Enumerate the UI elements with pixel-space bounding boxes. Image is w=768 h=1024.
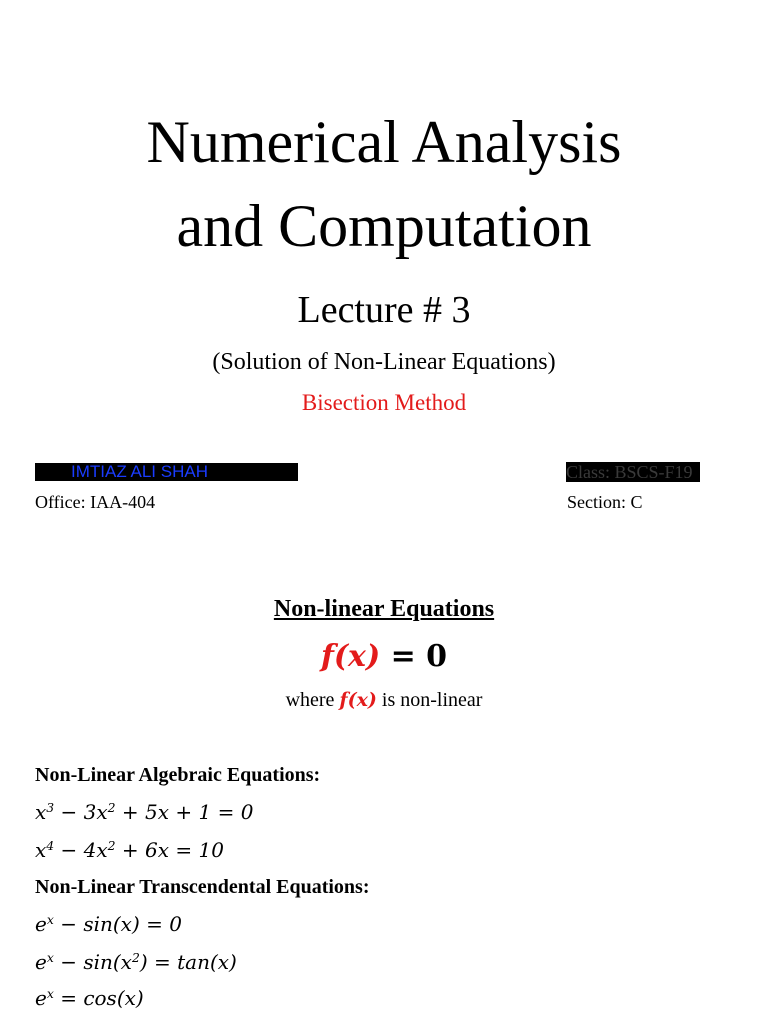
transcendental-eq-2 (35, 950, 237, 974)
section-info: Section: C (567, 492, 643, 512)
exponent: x (46, 986, 54, 1002)
algebraic-eq-1 (35, 800, 253, 824)
class-redaction-bar (566, 462, 700, 482)
where-prefix: where (285, 689, 340, 711)
where-fx: f(x) (339, 689, 377, 711)
algebraic-heading: Non-Linear Algebraic Equations: (35, 764, 321, 786)
equals-zero: = 0 (380, 639, 448, 674)
class-info: Class: BSCS-F19 (566, 462, 693, 482)
term: + 6x = 10 (115, 838, 224, 862)
term: + 5x + 1 = 0 (115, 800, 254, 824)
exponent: x (46, 950, 54, 966)
where-suffix: is non-linear (376, 689, 483, 711)
transcendental-eq-3 (35, 986, 144, 1010)
main-equation (0, 639, 768, 674)
term: − 4x (54, 838, 108, 862)
exponent: 2 (107, 800, 116, 816)
transcendental-heading: Non-Linear Transcendental Equations: (35, 876, 370, 898)
term: − 3x (54, 800, 108, 824)
term: x (35, 800, 47, 824)
exponent: x (46, 912, 54, 928)
algebraic-eq-2 (35, 838, 224, 862)
method-name: Bisection Method (301, 390, 467, 415)
term: e (35, 950, 47, 974)
term: − sin(x (53, 950, 132, 974)
fx-symbol: f(x) (320, 639, 381, 674)
exponent: 2 (131, 950, 140, 966)
lecture-subtitle: (Solution of Non-Linear Equations) (212, 349, 556, 375)
instructor-name: IMTIAZ ALI SHAH (71, 462, 208, 481)
exponent: 3 (46, 800, 55, 816)
title-line-1: Numerical Analysis (146, 109, 622, 175)
term: − sin(x) = 0 (53, 912, 182, 936)
where-line (0, 689, 768, 712)
term: = cos(x) (53, 986, 144, 1010)
lecture-number: Lecture # 3 (297, 289, 471, 331)
term: e (35, 912, 47, 936)
exponent: 2 (107, 838, 116, 854)
office-info: Office: IAA-404 (35, 492, 156, 512)
term: ) = tan(x) (139, 950, 237, 974)
topic-heading: Non-linear Equations (273, 596, 495, 622)
instructor-redaction-bar (35, 463, 298, 481)
exponent: 4 (46, 838, 55, 854)
transcendental-eq-1 (35, 912, 182, 936)
term: x (35, 838, 47, 862)
title-line-2: and Computation (176, 193, 592, 259)
term: e (35, 986, 47, 1010)
